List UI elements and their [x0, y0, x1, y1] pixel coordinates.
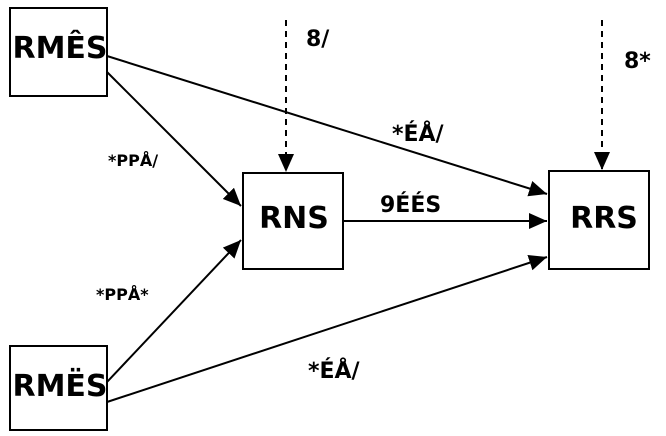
disturbance-label-right: 8*: [624, 49, 651, 74]
node-right-label: RRS: [570, 201, 638, 236]
disturbance-label-middle: 8/: [306, 27, 330, 52]
arrow-bottom-left-to-middle: [107, 240, 241, 382]
edge-label-bottom-left-to-middle: *PPÅ*: [96, 285, 149, 304]
edge-label-top-left-to-middle: *PPÅ/: [108, 151, 159, 170]
node-bottom-left-label: RMËS: [12, 369, 108, 404]
node-middle-label: RNS: [259, 201, 329, 236]
edge-label-middle-to-right: 9ÉÉS: [380, 193, 442, 218]
edge-label-bottom-left-to-right: *ÉÅ/: [308, 359, 360, 384]
edge-label-top-left-to-right: *ÉÅ/: [392, 122, 444, 147]
node-top-left-label: RMÊS: [12, 31, 108, 66]
